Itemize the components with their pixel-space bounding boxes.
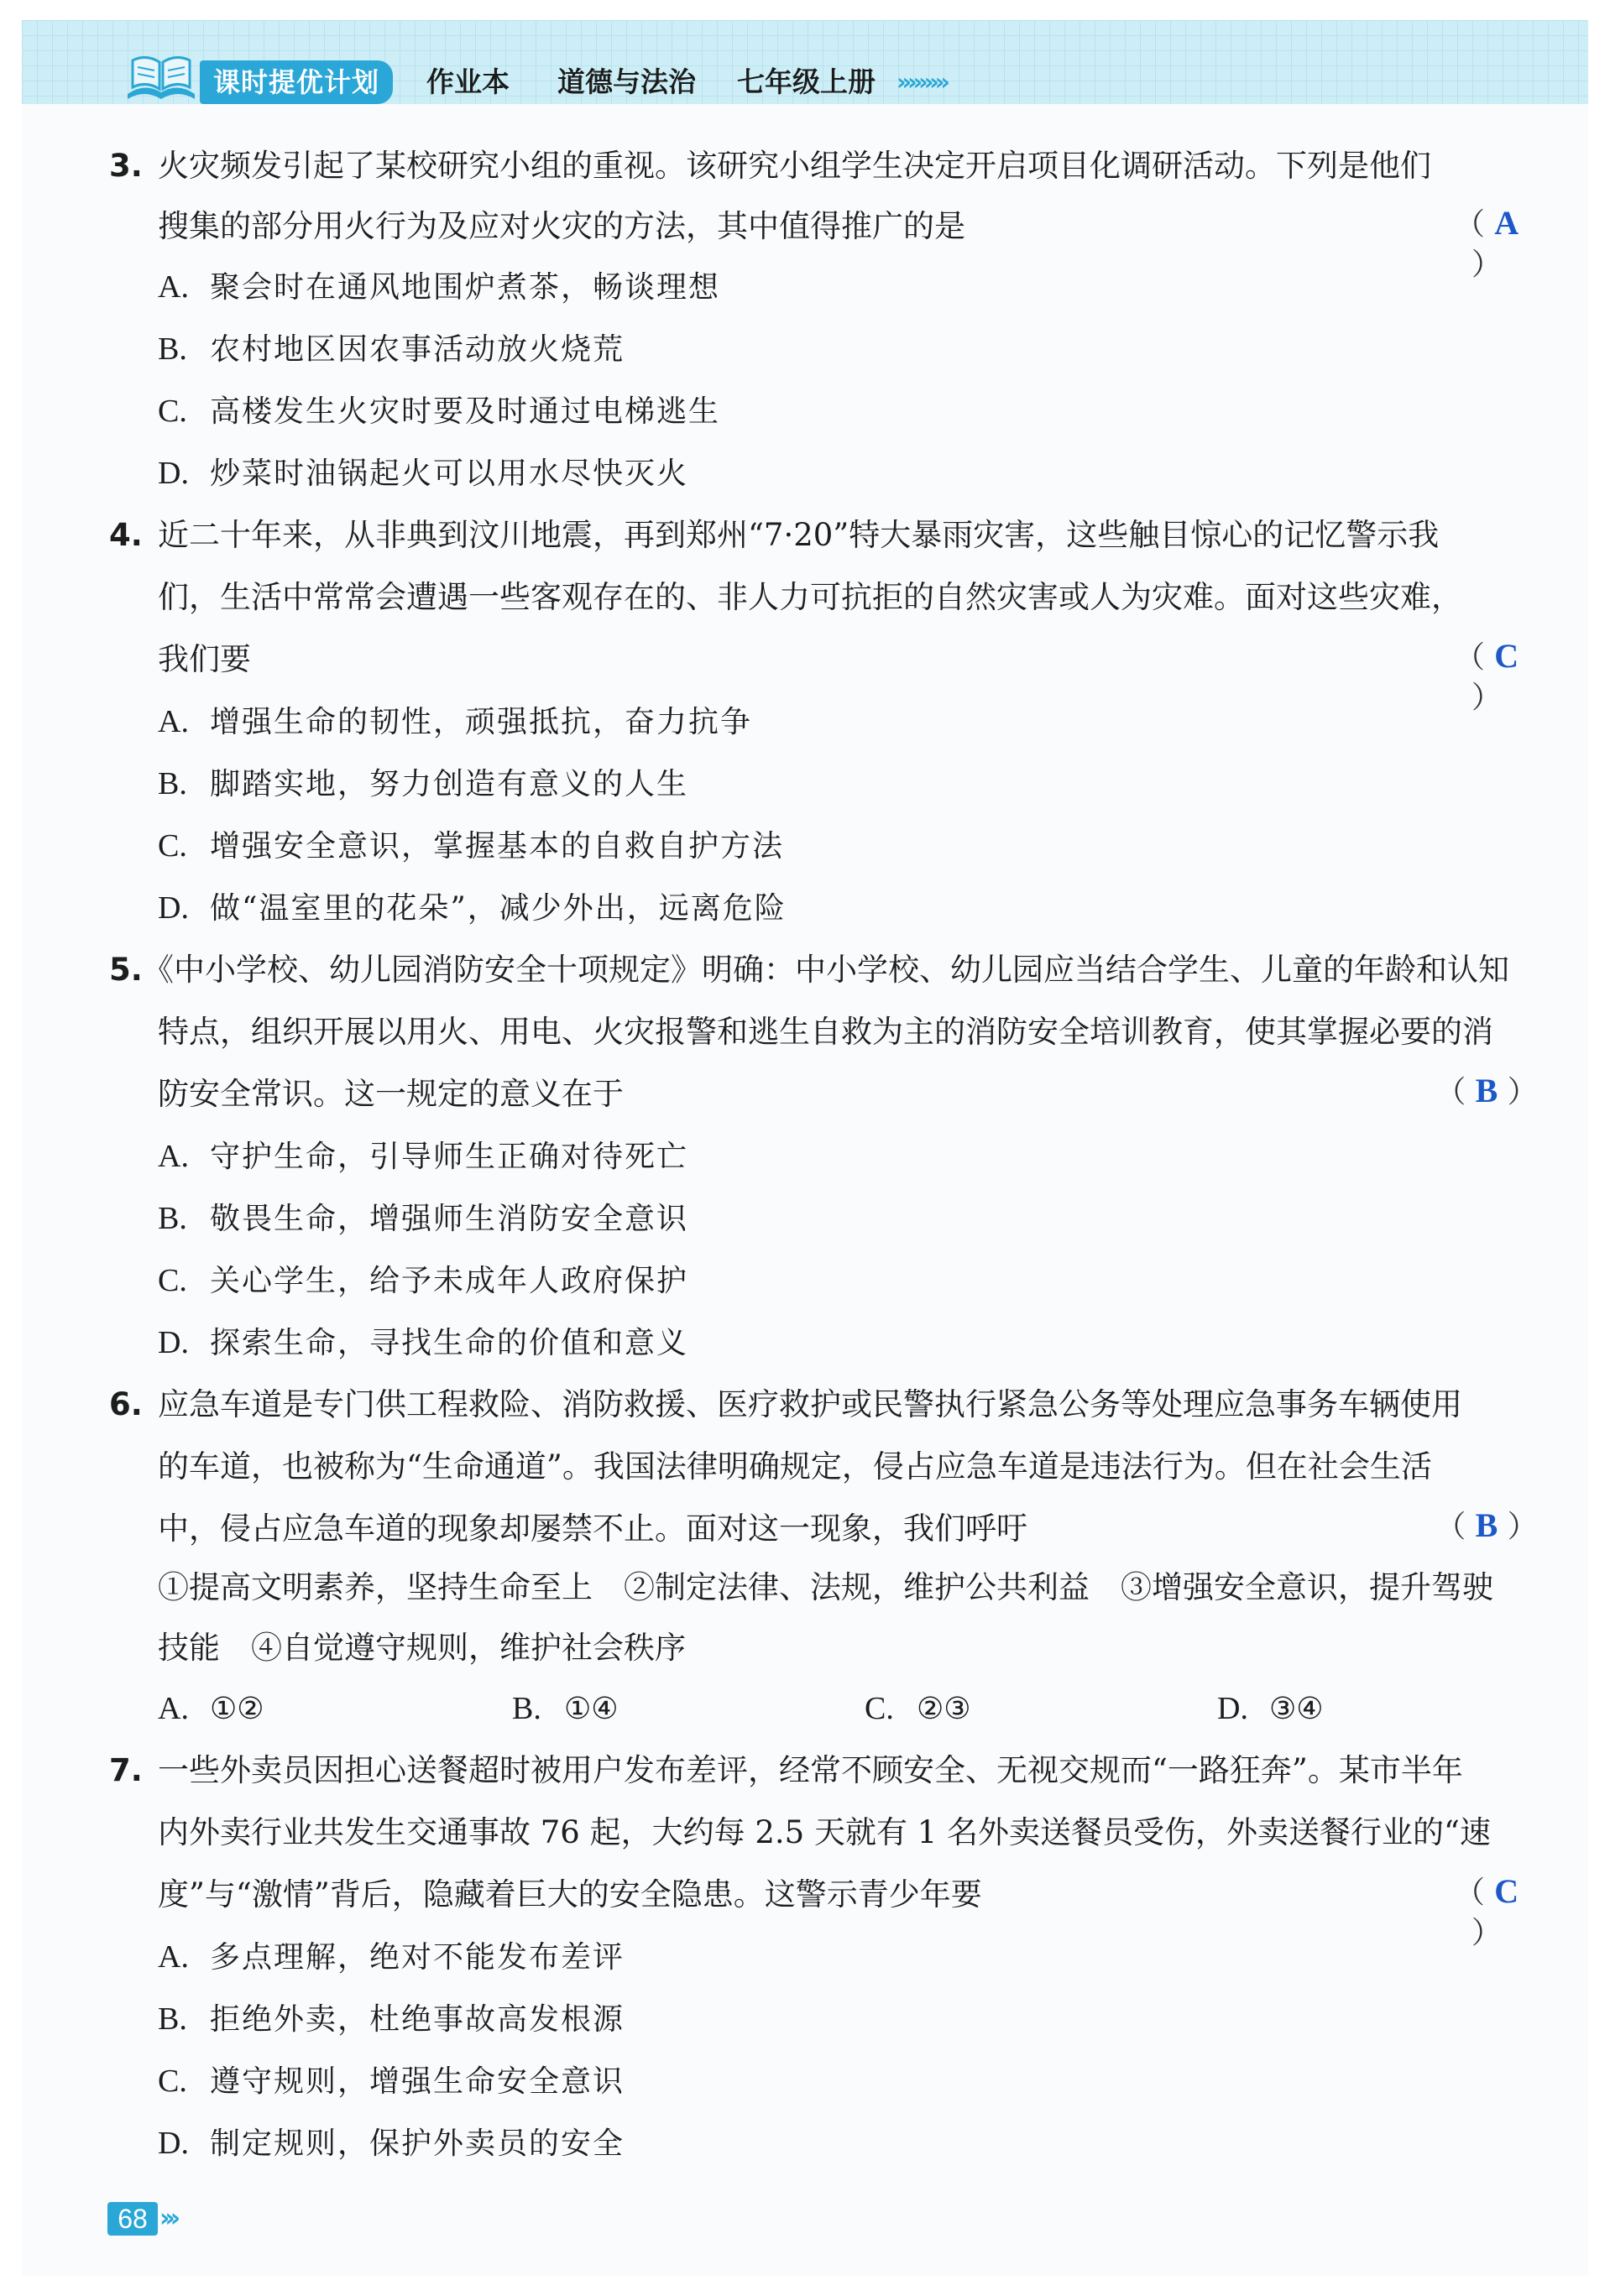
option-item <box>158 2123 625 2164</box>
subject: 道德与法治 <box>557 65 696 98</box>
option-item <box>158 1688 264 1730</box>
option-letter: A. <box>158 704 189 739</box>
option-item <box>1217 1688 1324 1730</box>
answer-letter: C <box>1494 637 1519 675</box>
option-text: 拒绝外卖，杜绝事故高发根源 <box>210 2002 625 2037</box>
option-item <box>158 1198 688 1239</box>
page-number: 68 <box>107 2202 158 2236</box>
option-letter: B. <box>158 2001 187 2037</box>
option-item <box>158 267 720 308</box>
option-text: ③④ <box>1269 1692 1324 1726</box>
question-number: 5. <box>109 952 143 988</box>
option-text: 探索生命，寻找生命的价值和意义 <box>210 1326 689 1360</box>
option-letter: A. <box>158 1139 189 1174</box>
option-text: 关心学生，给予未成年人政府保护 <box>210 1264 689 1298</box>
answer-slot: （ C ） <box>1454 637 1519 715</box>
option-letter: B. <box>158 1201 187 1236</box>
option-text: 高楼发生火灾时要及时通过电梯逃生 <box>210 394 721 429</box>
option-item <box>158 1937 625 1978</box>
answer-letter: B <box>1475 1072 1498 1109</box>
option-letter: C. <box>158 394 187 429</box>
question-stem-line: 特点，组织开展以用火、用电、火灾报警和逃生自救为主的消防安全培训教育，使其掌握必要的消 <box>158 1014 1493 1050</box>
grade: 七年级上册 <box>737 65 876 98</box>
option-letter: C. <box>158 828 187 864</box>
option-text: 农村地区因农事活动放火烧荒 <box>210 332 625 367</box>
option-item <box>158 888 787 929</box>
option-item <box>158 2061 625 2102</box>
option-letter: A. <box>158 1939 189 1975</box>
answer-letter: A <box>1494 204 1519 242</box>
option-item <box>512 1688 619 1730</box>
option-letter: B. <box>158 331 187 367</box>
option-item <box>158 391 720 432</box>
option-letter: A. <box>158 269 189 305</box>
question-stem-line: 《中小学校、幼儿园消防安全十项规定》明确：中小学校、幼儿园应当结合学生、儿童的年龄和认知 <box>143 952 1509 988</box>
question-number: 7. <box>109 1752 143 1788</box>
option-letter: D. <box>158 456 189 491</box>
chevron-right-icon: ››› <box>159 2204 176 2233</box>
option-text: 制定规则，保护外卖员的安全 <box>210 2126 625 2161</box>
book-type: 作业本 <box>426 65 510 98</box>
option-letter: A. <box>158 1691 189 1726</box>
option-letter: B. <box>158 766 187 801</box>
option-letter: C. <box>158 2064 187 2099</box>
option-item <box>158 329 625 370</box>
option-item <box>865 1688 971 1730</box>
question-stem-line: 的车道，也被称为“生命通道”。我国法律明确规定，侵占应急车道是违法行为。但在社会生活 <box>158 1448 1432 1485</box>
option-text: ①④ <box>564 1692 619 1726</box>
question-stem-line: 中，侵占应急车道的现象却屡禁不止。面对这一现象，我们呼吁 <box>158 1511 1027 1547</box>
option-text: 守护生命，引导师生正确对待死亡 <box>210 1140 689 1174</box>
option-letter: D. <box>1217 1691 1248 1726</box>
option-letter: B. <box>512 1691 541 1726</box>
question-stem-line: 火灾频发引起了某校研究小组的重视。该研究小组学生决定开启项目化调研活动。下列是他们 <box>158 148 1431 184</box>
option-text: 脚踏实地，努力创造有意义的人生 <box>210 767 689 801</box>
option-letter: D. <box>158 1325 189 1360</box>
option-text: 聚会时在通风地围炉煮茶，畅谈理想 <box>210 270 721 305</box>
option-item <box>158 702 752 743</box>
question-stem-line: 一些外卖员因担心送餐超时被用户发布差评，经常不顾安全、无视交规而“一路狂奔”。某市半年 <box>158 1752 1463 1788</box>
answer-slot: （ C ） <box>1454 1872 1519 1950</box>
question-stem-line: 近二十年来，从非典到汶川地震，再到郑州“7·20”特大暴雨灾害，这些触目惊心的记忆警示我 <box>158 517 1440 553</box>
answer-slot: （ A ） <box>1454 204 1519 282</box>
answer-letter: B <box>1475 1506 1498 1544</box>
option-item <box>158 1260 688 1302</box>
option-item <box>158 1323 688 1364</box>
question-stem-line: 技能 ④自觉遵守规则，维护社会秩序 <box>158 1630 686 1666</box>
option-letter: D. <box>158 2126 189 2161</box>
option-text: 遵守规则，增强生命安全意识 <box>210 2064 625 2099</box>
option-letter: C. <box>158 1263 187 1298</box>
question-number: 4. <box>109 517 143 553</box>
option-text: 敬畏生命，增强师生消防安全意识 <box>210 1202 689 1236</box>
header-arrows: ››››››››› <box>896 68 946 96</box>
answer-letter: C <box>1494 1872 1519 1910</box>
question-number: 3. <box>109 148 143 184</box>
question-stem-line: 应急车道是专门供工程救险、消防救援、医疗救护或民警执行紧急公务等处理应急事务车辆使用 <box>158 1386 1462 1422</box>
option-letter: D. <box>158 890 189 926</box>
answer-slot: （ B ） <box>1435 1506 1538 1544</box>
option-letter: C. <box>865 1691 894 1726</box>
brand-label: 课时提优计划 <box>200 60 393 104</box>
option-text: 做“温室里的花朵”，减少外出，远离危险 <box>210 891 787 926</box>
question-stem-line: 防安全常识。这一规定的意义在于 <box>158 1076 624 1112</box>
option-item <box>158 453 688 494</box>
question-number: 6. <box>109 1386 143 1422</box>
option-text: ②③ <box>917 1692 971 1726</box>
option-text: 炒菜时油锅起火可以用水尽快灭火 <box>210 457 689 491</box>
question-stem-line: 我们要 <box>158 641 251 677</box>
option-item <box>158 764 688 805</box>
answer-slot: （ B ） <box>1435 1072 1538 1109</box>
question-stem-line: ①提高文明素养，坚持生命至上 ②制定法律、法规，维护公共利益 ③增强安全意识，提升驾驶 <box>158 1569 1493 1605</box>
option-item <box>158 1136 688 1177</box>
option-item <box>158 826 784 867</box>
question-stem-line: 搜集的部分用火行为及应对火灾的方法，其中值得推广的是 <box>158 208 965 244</box>
option-text: 多点理解，绝对不能发布差评 <box>210 1940 625 1975</box>
question-stem-line: 内外卖行业共发生交通事故 76 起，大约每 2.5 天就有 1 名外卖送餐员受伤，外卖送餐行业的“速 <box>158 1814 1491 1850</box>
open-book-icon <box>124 49 198 104</box>
question-stem-line: 度”与“激情”背后，隐藏着巨大的安全隐患。这警示青少年要 <box>158 1876 982 1912</box>
question-stem-line: 们，生活中常常会遭遇一些客观存在的、非人力可抗拒的自然灾害或人为灾难。面对这些灾难， <box>158 579 1462 615</box>
option-text: 增强生命的韧性，顽强抵抗，奋力抗争 <box>210 705 753 739</box>
option-text: 增强安全意识，掌握基本的自救自护方法 <box>210 829 785 864</box>
option-text: ①② <box>210 1692 264 1726</box>
option-item <box>158 1999 625 2040</box>
